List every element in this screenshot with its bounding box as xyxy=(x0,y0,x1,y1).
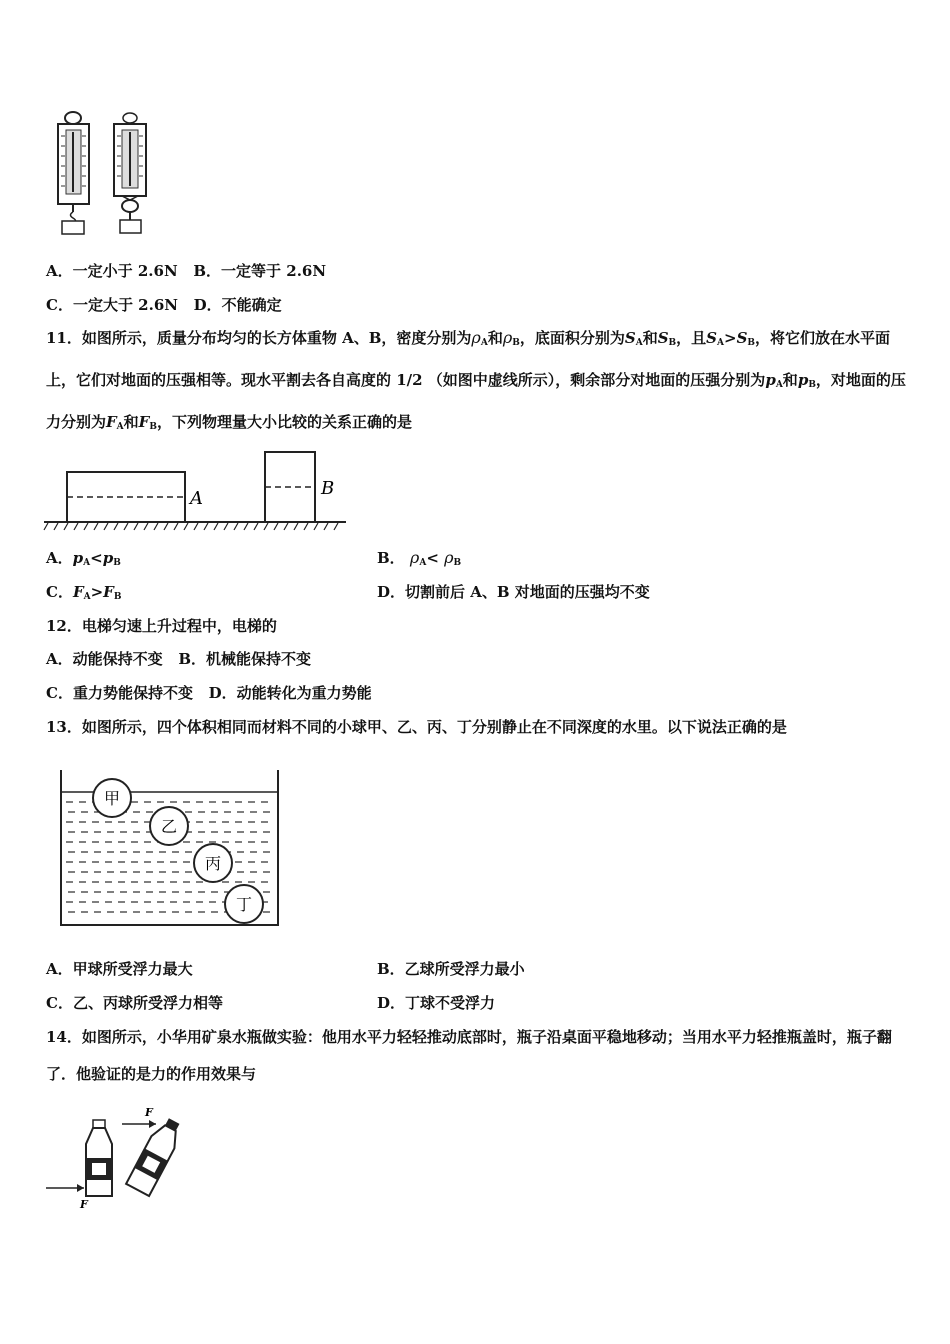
sub-a: A xyxy=(635,338,643,348)
q10-option-c-text: 一定大于 2.6N xyxy=(72,296,178,314)
p-symbol: p xyxy=(765,371,776,389)
sub-b: B xyxy=(149,422,157,432)
force-label-bottom: F xyxy=(80,1198,88,1211)
s-symbol: S xyxy=(657,329,669,347)
f-symbol: F xyxy=(106,413,117,431)
ball-yi-label: 乙 xyxy=(160,817,178,836)
sub-a: A xyxy=(419,558,427,568)
sub-b: B xyxy=(747,338,756,348)
force-label-top: F xyxy=(145,1106,153,1119)
q11-option-a-label: A． xyxy=(46,549,73,567)
sub-a: A xyxy=(116,422,124,432)
q13-option-a: A．甲球所受浮力最大 xyxy=(46,960,193,978)
q11-option-b-label: B． xyxy=(377,549,405,567)
q13-option-c: C．乙、丙球所受浮力相等 xyxy=(46,994,223,1012)
q11-option-d xyxy=(377,582,650,602)
sub-b: B xyxy=(808,380,816,390)
q10-options-ab xyxy=(46,261,326,281)
q11-stem xyxy=(46,319,906,446)
ball-ding-label: 丁 xyxy=(235,895,253,914)
sub-b: B xyxy=(113,558,121,568)
q12-options-ab xyxy=(46,649,311,669)
q10-options-cd xyxy=(46,295,282,315)
rho-symbol: ρ xyxy=(502,328,513,347)
q12-option-a: A．动能保持不变 xyxy=(46,650,163,668)
sub-a: A xyxy=(775,380,783,390)
rho-symbol: ρ xyxy=(409,548,420,567)
q11-text-6: ，下列物理量大小比较的关系正确的是 xyxy=(156,413,412,431)
q12-stem: 12．电梯匀速上升过程中，电梯的 xyxy=(46,617,277,635)
and-text: 和 xyxy=(487,329,503,347)
sub-a: A xyxy=(83,592,91,602)
blocks-figure xyxy=(44,448,348,538)
q10-option-d-text: 不能确定 xyxy=(221,296,282,314)
q10-option-d-label: D． xyxy=(193,296,222,314)
q10-option-a-label: A． xyxy=(46,262,73,280)
f-symbol: F xyxy=(72,583,84,601)
gt-sign: > xyxy=(724,329,737,347)
q11-option-a xyxy=(46,548,121,573)
q14-stem: 14．如图所示，小华用矿泉水瓶做实验：他用水平力轻轻推动底部时，瓶子沿桌面平稳地移动；当用水平力轻推瓶盖时，瓶子翻了．他验证的是力的作用效果与 xyxy=(46,1028,892,1083)
q12-option-d: D．动能转化为重力势能 xyxy=(208,684,372,702)
q11-number: 11． xyxy=(46,329,82,347)
q11-text-2: ，底面积分别为 xyxy=(519,329,625,347)
rho-symbol: ρ xyxy=(471,328,481,347)
spring-scales-figure xyxy=(50,108,160,238)
block-b-label: B xyxy=(321,478,335,499)
gt-sign: > xyxy=(90,583,104,601)
p-symbol: p xyxy=(797,371,809,389)
s-symbol: S xyxy=(736,329,748,347)
lt-sign: < xyxy=(90,549,103,567)
q12-option-c: C．重力势能保持不变 xyxy=(46,684,193,702)
q13-option-d: D．丁球不受浮力 xyxy=(377,994,496,1012)
q13-stem: 13．如图所示，四个体积相同而材料不同的小球甲、乙、丙、丁分别静止在不同深度的水里。以下说法正确的是 xyxy=(46,718,787,736)
q11-text-5: ，对地面的压力分别为 xyxy=(46,371,906,431)
q10-option-a-text: 一定小于 2.6N xyxy=(72,262,178,280)
q11-text-1: 如图所示，质量分布均匀的长方体重物 A、B，密度分别为 xyxy=(81,329,472,347)
lt-sign: < xyxy=(426,549,439,567)
s-symbol: S xyxy=(706,329,718,347)
rho-symbol: ρ xyxy=(444,548,454,567)
s-symbol: S xyxy=(624,329,636,347)
ball-bing-label: 丙 xyxy=(204,854,222,873)
q11-option-d-text: 切割前后 A、B 对地面的压强均不变 xyxy=(405,583,650,601)
sub-a: A xyxy=(480,338,488,348)
and-text: 和 xyxy=(782,371,798,389)
sub-a: A xyxy=(83,558,91,568)
q11-option-c-label: C． xyxy=(46,583,73,601)
q13-option-b: B．乙球所受浮力最小 xyxy=(377,960,525,978)
q12-option-b: B．机械能保持不变 xyxy=(178,650,311,668)
q11-option-c xyxy=(46,582,121,607)
q11-option-d-label: D． xyxy=(377,583,406,601)
p-symbol: p xyxy=(72,549,84,567)
block-a-label: A xyxy=(190,488,203,509)
sub-a: A xyxy=(717,338,724,348)
water-tank-figure xyxy=(58,770,283,930)
sub-b: B xyxy=(668,338,677,348)
and-text: 和 xyxy=(642,329,658,347)
f-symbol: F xyxy=(138,413,150,431)
sub-b: B xyxy=(453,558,462,568)
q12-options-cd xyxy=(46,683,372,703)
f-symbol: F xyxy=(103,583,114,601)
and-text: 和 xyxy=(123,413,139,431)
q10-option-b-text: 一定等于 2.6N xyxy=(221,262,327,280)
bottles-figure xyxy=(44,1104,194,1214)
q11-text-3: ，且 xyxy=(676,329,707,347)
sub-b: B xyxy=(113,592,122,602)
q11-option-b xyxy=(377,548,461,573)
q11-text-4: ，将它们放在水平面上，它们对地面的压强相等。现水平割去各自高度的 1/2 （如图中虚线所示），剩余部分对地面的压强分别为 xyxy=(46,329,891,389)
q10-option-b-label: B． xyxy=(193,262,222,280)
ball-jia-label: 甲 xyxy=(103,789,121,808)
sub-b: B xyxy=(512,338,520,348)
q10-option-c-label: C． xyxy=(46,296,73,314)
p-symbol: p xyxy=(102,549,114,567)
